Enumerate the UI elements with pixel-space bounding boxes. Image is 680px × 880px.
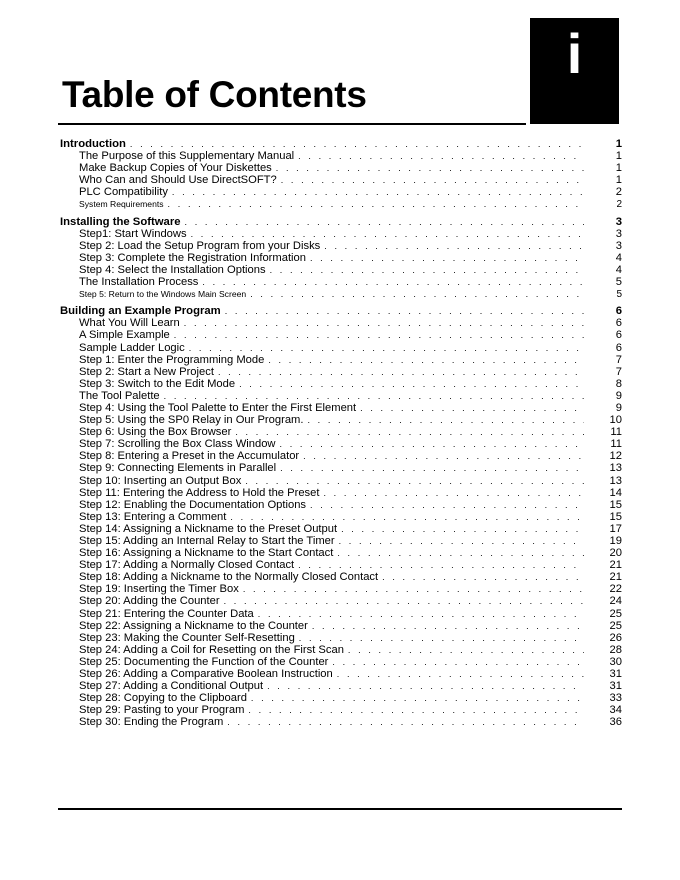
page-number: 7 bbox=[615, 353, 622, 366]
entry-title: Make Backup Copies of Your Diskettes bbox=[79, 162, 272, 175]
dot-leader bbox=[348, 644, 584, 656]
page-number: 12 bbox=[609, 450, 622, 463]
entry-title: Step1: Start Windows bbox=[79, 227, 187, 240]
entry-title: Step 7: Scrolling the Box Class Window bbox=[79, 438, 276, 451]
dot-leader bbox=[239, 378, 584, 390]
entry-title: Step 14: Assigning a Nickname to the Preset Output bbox=[79, 522, 338, 535]
entry-title: Who Can and Should Use DirectSOFT? bbox=[79, 174, 277, 187]
entry-title: Step 26: Adding a Comparative Boolean Instruction bbox=[79, 668, 333, 681]
dot-leader bbox=[225, 305, 584, 317]
toc-entry[interactable] bbox=[60, 402, 622, 414]
toc-entry[interactable] bbox=[60, 228, 622, 240]
toc-entry[interactable] bbox=[60, 426, 622, 438]
entry-title: Step 24: Adding a Coil for Resetting on the First Scan bbox=[79, 643, 344, 656]
toc-entry[interactable] bbox=[60, 595, 622, 607]
footer-rule bbox=[58, 808, 622, 810]
dot-leader bbox=[245, 475, 584, 487]
chapter-tab-letter: i bbox=[566, 22, 583, 85]
page-number: 3 bbox=[615, 239, 622, 252]
toc-section-heading[interactable] bbox=[60, 216, 622, 228]
entry-title: Step 18: Adding a Nickname to the Normally Closed Contact bbox=[79, 571, 379, 584]
entry-title: Step 4: Using the Tool Palette to Enter the First Element bbox=[79, 401, 357, 414]
entry-title: Step 2: Load the Setup Program from your Disks bbox=[79, 239, 321, 252]
dot-leader bbox=[185, 216, 584, 228]
dot-leader bbox=[235, 426, 584, 438]
table-of-contents bbox=[60, 138, 622, 729]
toc-entry[interactable] bbox=[60, 162, 622, 174]
dot-leader bbox=[323, 487, 584, 499]
entry-title: Step 2: Start a New Project bbox=[79, 365, 214, 378]
dot-leader bbox=[268, 354, 584, 366]
entry-title: A Simple Example bbox=[79, 329, 170, 342]
dot-leader bbox=[174, 329, 584, 341]
section-title: Introduction bbox=[60, 138, 126, 150]
page-number: 11 bbox=[610, 426, 622, 439]
dot-leader bbox=[227, 716, 584, 728]
toc-entry[interactable] bbox=[60, 680, 622, 692]
page-number: 4 bbox=[615, 251, 622, 264]
toc-entry[interactable] bbox=[60, 438, 622, 450]
toc-entry[interactable] bbox=[60, 704, 622, 716]
dot-leader bbox=[267, 680, 584, 692]
page-number: 10 bbox=[609, 414, 622, 427]
page-number: 3 bbox=[615, 227, 622, 240]
toc-entry[interactable] bbox=[60, 150, 622, 162]
dot-leader bbox=[299, 632, 584, 644]
page-number: 13 bbox=[609, 474, 622, 487]
entry-title: Step 9: Connecting Elements in Parallel bbox=[79, 462, 277, 475]
entry-title: Step 11: Entering the Address to Hold the Preset bbox=[79, 486, 320, 499]
page-number: 36 bbox=[609, 716, 622, 729]
toc-entry[interactable] bbox=[60, 668, 622, 680]
page-number: 11 bbox=[610, 438, 622, 451]
toc-entry[interactable] bbox=[60, 462, 622, 474]
page-number: 20 bbox=[609, 547, 622, 560]
dot-leader bbox=[224, 595, 584, 607]
dot-leader bbox=[332, 656, 584, 668]
toc-section-heading[interactable] bbox=[60, 138, 622, 150]
entry-title: Step 21: Entering the Counter Data bbox=[79, 607, 254, 620]
toc-entry[interactable] bbox=[60, 692, 622, 704]
dot-leader bbox=[191, 228, 584, 240]
dot-leader bbox=[341, 523, 584, 535]
entry-title: Step 3: Complete the Registration Information bbox=[79, 251, 306, 264]
toc-entry[interactable] bbox=[60, 632, 622, 644]
dot-leader bbox=[258, 608, 584, 620]
dot-leader bbox=[130, 138, 584, 150]
toc-entry[interactable] bbox=[60, 366, 622, 378]
page-number: 22 bbox=[609, 583, 622, 596]
chapter-tab bbox=[530, 18, 619, 124]
dot-leader bbox=[248, 704, 584, 716]
entry-title: Step 30: Ending the Program bbox=[79, 716, 224, 729]
toc-entry[interactable] bbox=[60, 450, 622, 462]
page-number: 2 bbox=[616, 199, 622, 211]
page-number: 14 bbox=[609, 486, 622, 499]
page-number: 24 bbox=[609, 595, 622, 608]
entry-title: Step 17: Adding a Normally Closed Contact bbox=[79, 559, 295, 572]
entry-title: The Purpose of this Supplementary Manual bbox=[79, 150, 295, 163]
dot-leader bbox=[337, 547, 584, 559]
page-number: 31 bbox=[609, 680, 622, 693]
toc-entry[interactable] bbox=[60, 511, 622, 523]
dot-leader bbox=[298, 559, 584, 571]
page-number: 34 bbox=[609, 704, 622, 717]
page-number: 9 bbox=[615, 401, 622, 414]
toc-entry[interactable] bbox=[60, 523, 622, 535]
dot-leader bbox=[298, 150, 584, 162]
entry-title: Step 5: Return to the Windows Main Screen bbox=[79, 289, 247, 300]
page-number: 31 bbox=[609, 668, 622, 681]
toc-entry[interactable] bbox=[60, 716, 622, 728]
entry-title: Sample Ladder Logic bbox=[79, 341, 185, 354]
entry-title: Step 12: Enabling the Documentation Options bbox=[79, 498, 307, 511]
toc-entry[interactable] bbox=[60, 644, 622, 656]
entry-title: Step 3: Switch to the Edit Mode bbox=[79, 377, 236, 390]
toc-entry[interactable] bbox=[60, 252, 622, 264]
page-number: 6 bbox=[615, 305, 622, 318]
page-number: 30 bbox=[609, 655, 622, 668]
dot-leader bbox=[230, 511, 584, 523]
dot-leader bbox=[339, 535, 584, 547]
entry-title: The Tool Palette bbox=[79, 389, 160, 402]
page-number: 25 bbox=[609, 619, 622, 632]
page-number: 21 bbox=[609, 559, 622, 572]
dot-leader bbox=[360, 402, 584, 414]
dot-leader bbox=[280, 462, 584, 474]
toc-entry[interactable] bbox=[60, 317, 622, 329]
entry-title: Step 28: Copying to the Clipboard bbox=[79, 692, 247, 705]
entry-title: Step 10: Inserting an Output Box bbox=[79, 474, 242, 487]
page-number: 7 bbox=[615, 365, 622, 378]
dot-leader bbox=[250, 288, 584, 300]
page-number: 1 bbox=[615, 150, 622, 163]
entry-title: Step 22: Assigning a Nickname to the Counter bbox=[79, 619, 308, 632]
entry-title: What You Will Learn bbox=[79, 317, 180, 330]
page-number: 13 bbox=[609, 462, 622, 475]
dot-leader bbox=[202, 276, 584, 288]
page-number: 19 bbox=[609, 535, 622, 547]
toc-entry[interactable] bbox=[60, 414, 622, 426]
entry-title: Step 5: Using the SP0 Relay in Our Program. bbox=[79, 414, 304, 427]
dot-leader bbox=[281, 174, 584, 186]
dot-leader bbox=[168, 198, 584, 210]
page-number: 28 bbox=[609, 643, 622, 656]
toc-entry[interactable] bbox=[60, 583, 622, 595]
dot-leader bbox=[189, 342, 584, 354]
toc-entry[interactable] bbox=[60, 186, 622, 198]
page-number: 17 bbox=[609, 522, 622, 535]
toc-entry[interactable] bbox=[60, 535, 622, 547]
page-number: 1 bbox=[615, 174, 622, 187]
page-number: 15 bbox=[609, 510, 622, 523]
entry-title: The Installation Process bbox=[79, 276, 199, 289]
toc-entry[interactable] bbox=[60, 288, 622, 300]
dot-leader bbox=[324, 240, 584, 252]
page-number: 21 bbox=[609, 571, 622, 584]
page-number: 1 bbox=[615, 162, 622, 175]
page-number: 26 bbox=[609, 631, 622, 644]
page-number: 2 bbox=[615, 186, 622, 199]
toc-entry[interactable] bbox=[60, 329, 622, 341]
toc-entry[interactable] bbox=[60, 198, 622, 210]
page-number: 9 bbox=[615, 389, 622, 402]
title-underline bbox=[58, 123, 526, 125]
toc-entry[interactable] bbox=[60, 487, 622, 499]
page-number: 6 bbox=[615, 341, 622, 354]
entry-title: Step 16: Assigning a Nickname to the Start Contact bbox=[79, 547, 334, 560]
page-number: 33 bbox=[609, 692, 622, 705]
dot-leader bbox=[251, 692, 584, 704]
page-number: 5 bbox=[615, 276, 622, 289]
page-number: 6 bbox=[615, 329, 622, 342]
toc-entry[interactable] bbox=[60, 276, 622, 288]
entry-title: Step 13: Entering a Comment bbox=[79, 510, 227, 523]
toc-entry[interactable] bbox=[60, 378, 622, 390]
toc-entry[interactable] bbox=[60, 264, 622, 276]
toc-entry[interactable] bbox=[60, 620, 622, 632]
page-number: 4 bbox=[615, 263, 622, 276]
entry-title: Step 25: Documenting the Function of the Counter bbox=[79, 655, 329, 668]
entry-title: Step 1: Enter the Programming Mode bbox=[79, 353, 265, 366]
dot-leader bbox=[307, 414, 584, 426]
dot-leader bbox=[164, 390, 584, 402]
dot-leader bbox=[310, 499, 584, 511]
entry-title: Step 29: Pasting to your Program bbox=[79, 704, 245, 717]
dot-leader bbox=[382, 571, 584, 583]
section-title: Installing the Software bbox=[60, 215, 181, 228]
page-number: 15 bbox=[609, 498, 622, 511]
toc-entry[interactable] bbox=[60, 174, 622, 186]
dot-leader bbox=[270, 264, 584, 276]
dot-leader bbox=[184, 317, 584, 329]
toc-entry[interactable] bbox=[60, 547, 622, 559]
page-title: Table of Contents bbox=[62, 74, 367, 115]
dot-leader bbox=[310, 252, 584, 264]
dot-leader bbox=[337, 668, 584, 680]
entry-title: System Requirements bbox=[79, 199, 164, 210]
page-number: 6 bbox=[615, 317, 622, 330]
page-number: 8 bbox=[615, 377, 622, 390]
toc-entry[interactable] bbox=[60, 390, 622, 402]
entry-title: Step 19: Inserting the Timer Box bbox=[79, 583, 239, 596]
dot-leader bbox=[280, 438, 585, 450]
page-number: 5 bbox=[616, 289, 622, 301]
toc-entry[interactable] bbox=[60, 240, 622, 252]
dot-leader bbox=[218, 366, 584, 378]
toc-entry[interactable] bbox=[60, 342, 622, 354]
toc-entry[interactable] bbox=[60, 608, 622, 620]
toc-entry[interactable] bbox=[60, 559, 622, 571]
page-number: 3 bbox=[615, 215, 622, 228]
entry-title: Step 4: Select the Installation Options bbox=[79, 263, 266, 276]
section-title: Building an Example Program bbox=[60, 305, 221, 318]
entry-title: Step 23: Making the Counter Self-Resetting bbox=[79, 631, 295, 644]
toc-entry[interactable] bbox=[60, 571, 622, 583]
toc-section-heading[interactable] bbox=[60, 305, 622, 317]
dot-leader bbox=[303, 450, 584, 462]
entry-title: PLC Compatibility bbox=[79, 186, 168, 199]
dot-leader bbox=[172, 186, 584, 198]
toc-entry[interactable] bbox=[60, 499, 622, 511]
dot-leader bbox=[276, 162, 584, 174]
entry-title: Step 8: Entering a Preset in the Accumulator bbox=[79, 450, 300, 463]
toc-entry[interactable] bbox=[60, 475, 622, 487]
page-number: 1 bbox=[615, 138, 622, 150]
entry-title: Step 6: Using the Box Browser bbox=[79, 426, 232, 439]
entry-title: Step 27: Adding a Conditional Output bbox=[79, 680, 264, 693]
entry-title: Step 15: Adding an Internal Relay to Start the Timer bbox=[79, 535, 335, 547]
dot-leader bbox=[243, 583, 584, 595]
dot-leader bbox=[312, 620, 584, 632]
toc-entry[interactable] bbox=[60, 354, 622, 366]
toc-entry[interactable] bbox=[60, 656, 622, 668]
entry-title: Step 20: Adding the Counter bbox=[79, 595, 220, 608]
page-number: 25 bbox=[609, 607, 622, 620]
